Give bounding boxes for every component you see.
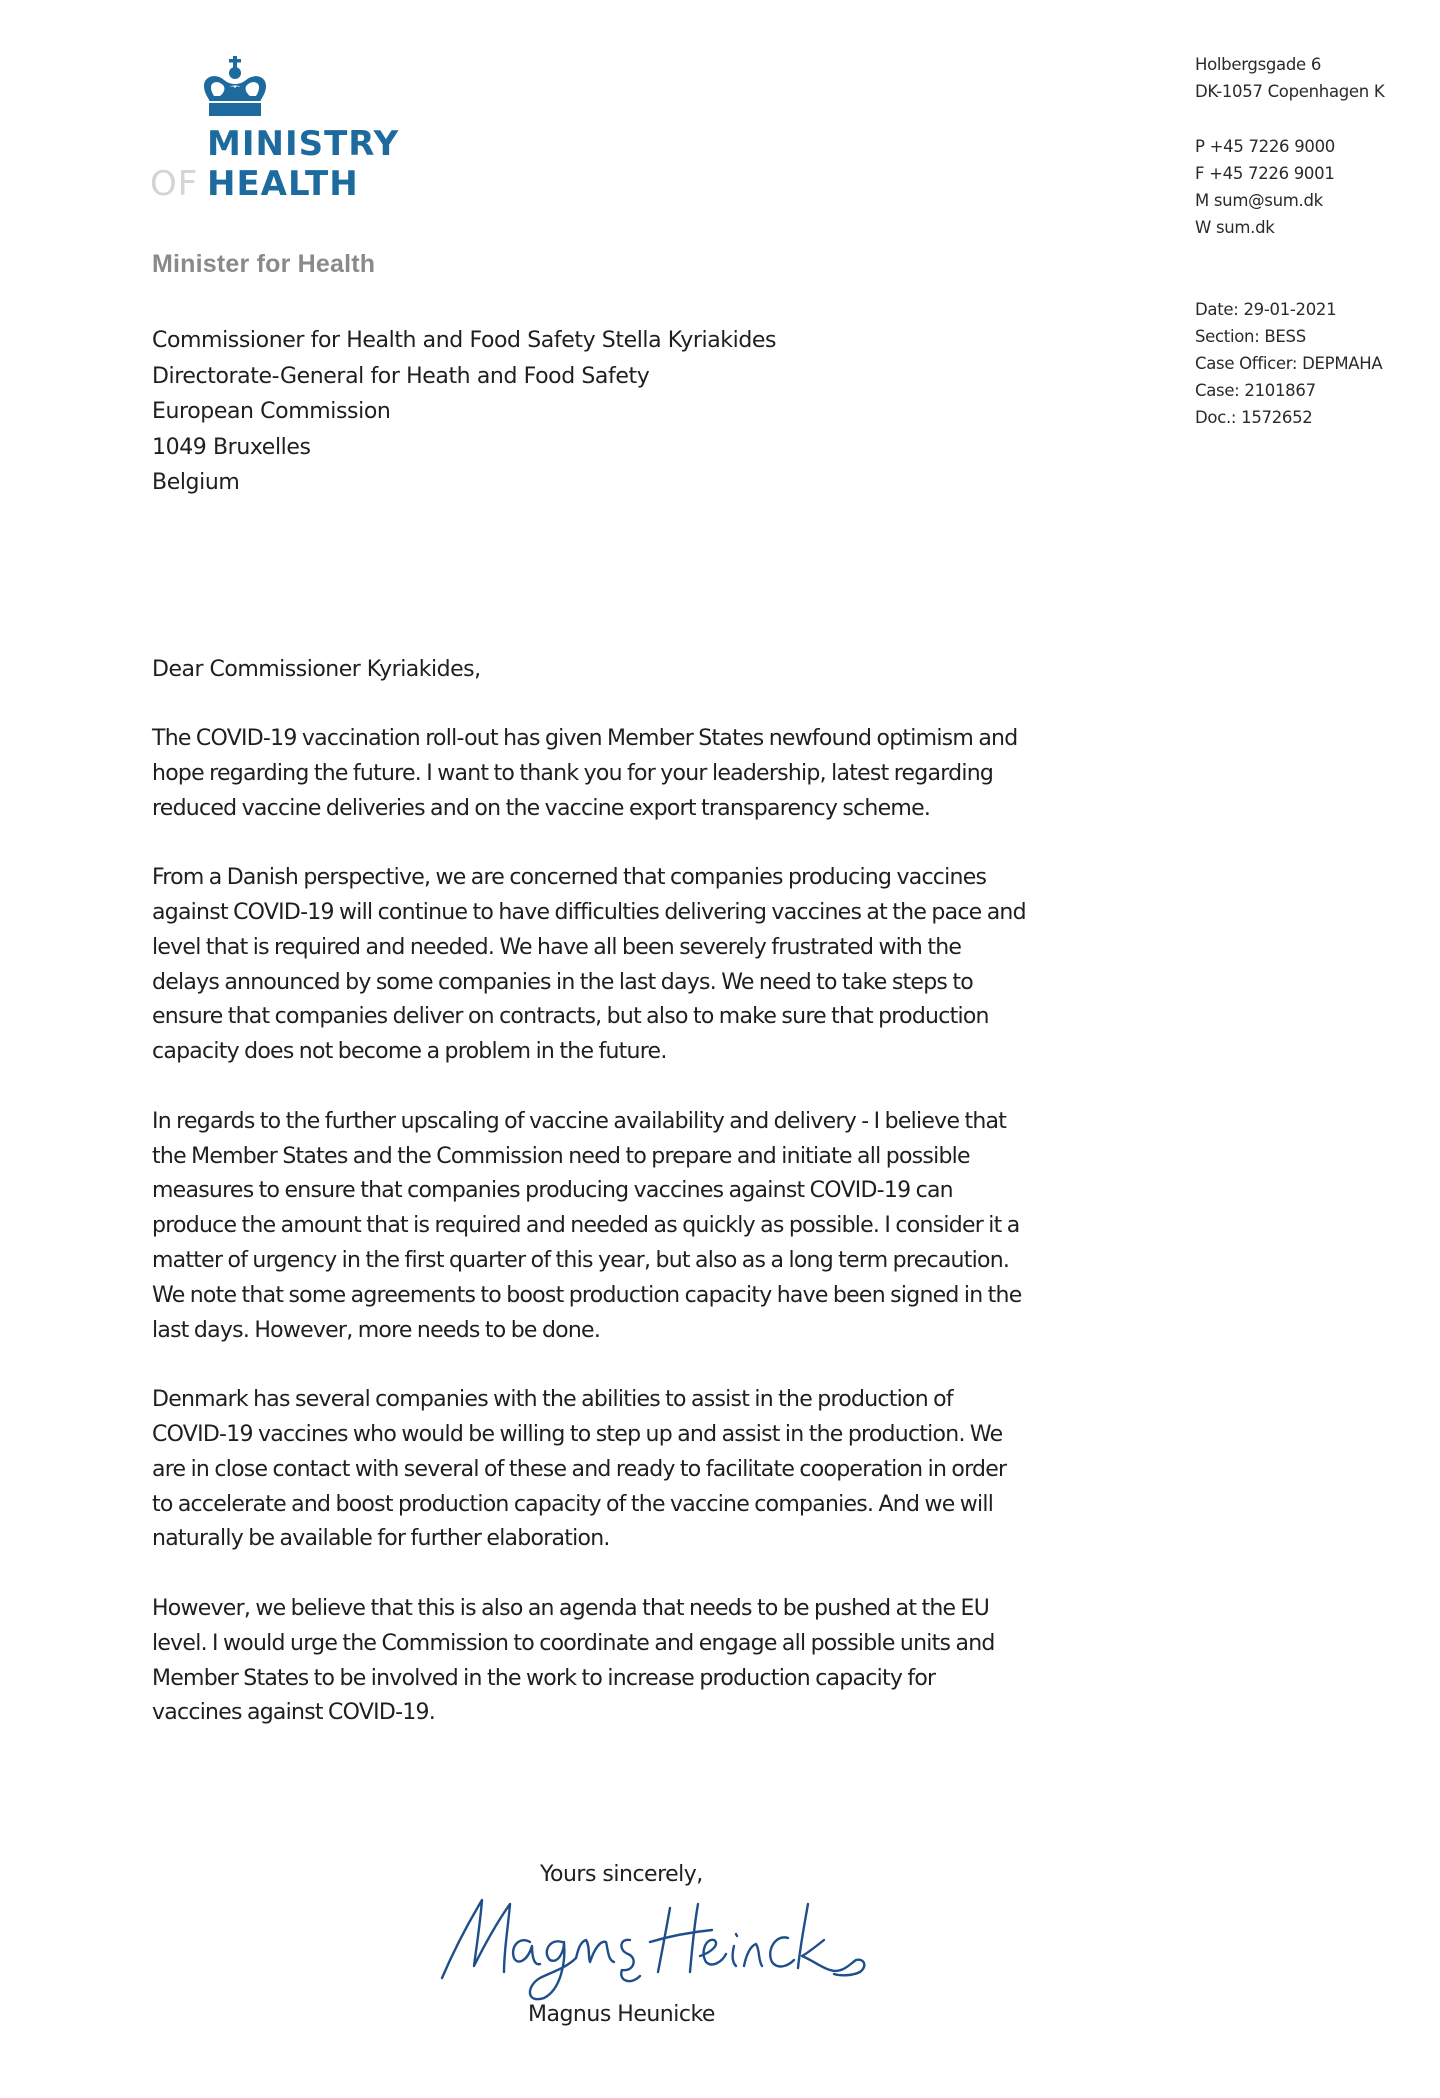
- logo-text-of: OF: [150, 164, 199, 204]
- sender-contact: [1195, 133, 1335, 241]
- fax-number: F +45 7226 9001: [1195, 164, 1335, 183]
- ministry-logo: [150, 52, 410, 207]
- salutation: Dear Commissioner Kyriakides,: [152, 657, 481, 682]
- address-line: DK-1057 Copenhagen K: [1195, 82, 1385, 101]
- text-line: capacity does not become a problem in the future.: [152, 1039, 667, 1065]
- closing: Yours sincerely,: [540, 1862, 703, 1887]
- text-line: COVID-19 vaccines who would be willing to step up and assist in the production. We: [152, 1421, 1003, 1447]
- text-line: measures to ensure that companies producing vaccines against COVID-19 can: [152, 1178, 953, 1204]
- phone-number: P +45 7226 9000: [1195, 137, 1335, 156]
- recipient-line: Commissioner for Health and Food Safety Stella Kyriakides: [152, 328, 777, 353]
- body-paragraph: [152, 1383, 1112, 1557]
- case-number: Case: 2101867: [1195, 381, 1316, 400]
- text-line: The COVID-19 vaccination roll-out has given Member States newfound optimism and: [152, 726, 1018, 751]
- body-paragraph: [152, 1592, 1112, 1731]
- text-line: the Member States and the Commission need to prepare and initiate all possible: [152, 1143, 970, 1169]
- recipient-line: 1049 Bruxelles: [152, 434, 311, 460]
- body-paragraph: [152, 1105, 1112, 1349]
- text-line: reduced vaccine deliveries and on the vaccine export transparency scheme.: [152, 795, 931, 821]
- sender-title: Minister for Health: [152, 250, 376, 278]
- document-reference: [1195, 296, 1382, 431]
- text-line: vaccines against COVID-19.: [152, 1700, 435, 1726]
- text-line: naturally be available for further elaboration.: [152, 1526, 610, 1552]
- text-line: Member States to be involved in the work to increase production capacity for: [152, 1665, 936, 1691]
- text-line: In regards to the further upscaling of vaccine availability and delivery - I believe that: [152, 1108, 1007, 1134]
- recipient-line: Belgium: [152, 470, 240, 495]
- text-line: From a Danish perspective, we are concerned that companies producing vaccines: [152, 865, 987, 891]
- address-line: Holbergsgade 6: [1195, 55, 1322, 74]
- logo-text-ministry: MINISTRY: [207, 124, 400, 164]
- text-line: ensure that companies deliver on contracts, but also to make sure that production: [152, 1004, 989, 1030]
- text-line: delays announced by some companies in the last days. We need to take steps to: [152, 969, 973, 995]
- body-paragraph: [152, 722, 1112, 826]
- text-line: matter of urgency in the first quarter of this year, but also as a long term precaution.: [152, 1247, 1010, 1273]
- text-line: produce the amount that is required and needed as quickly as possible. I consider it a: [152, 1213, 1020, 1239]
- recipient-line: European Commission: [152, 399, 391, 424]
- text-line: last days. However, more needs to be done.: [152, 1317, 601, 1343]
- body-paragraph: [152, 861, 1112, 1070]
- royal-crown-icon: [200, 56, 270, 118]
- letter-body: [152, 722, 1112, 1766]
- text-line: We note that some agreements to boost production capacity have been signed in the: [152, 1282, 1022, 1308]
- sender-address: [1195, 51, 1384, 105]
- recipient-line: Directorate-General for Heath and Food Safety: [152, 363, 650, 389]
- text-line: to accelerate and boost production capacity of the vaccine companies. And we will: [152, 1491, 994, 1517]
- case-officer: Case Officer: DEPMAHA: [1195, 354, 1383, 373]
- text-line: hope regarding the future. I want to thank you for your leadership, latest regarding: [152, 760, 994, 786]
- handwritten-signature-icon: [430, 1880, 870, 2005]
- website: W sum.dk: [1195, 218, 1275, 237]
- recipient-address: [152, 323, 776, 501]
- text-line: level that is required and needed. We have all been severely frustrated with the: [152, 934, 962, 960]
- document-number: Doc.: 1572652: [1195, 408, 1313, 427]
- text-line: level. I would urge the Commission to coordinate and engage all possible units and: [152, 1630, 995, 1656]
- section: Section: BESS: [1195, 327, 1306, 346]
- text-line: against COVID-19 will continue to have difficulties delivering vaccines at the pace and: [152, 899, 1026, 925]
- email-address: M sum@sum.dk: [1195, 191, 1323, 210]
- text-line: However, we believe that this is also an agenda that needs to be pushed at the EU: [152, 1595, 990, 1621]
- logo-text-health: HEALTH: [207, 164, 359, 204]
- letter-date: Date: 29-01-2021: [1195, 300, 1337, 319]
- signatory-name: Magnus Heunicke: [528, 2002, 715, 2027]
- text-line: are in close contact with several of these and ready to facilitate cooperation in order: [152, 1456, 1007, 1482]
- text-line: Denmark has several companies with the abilities to assist in the production of: [152, 1387, 953, 1413]
